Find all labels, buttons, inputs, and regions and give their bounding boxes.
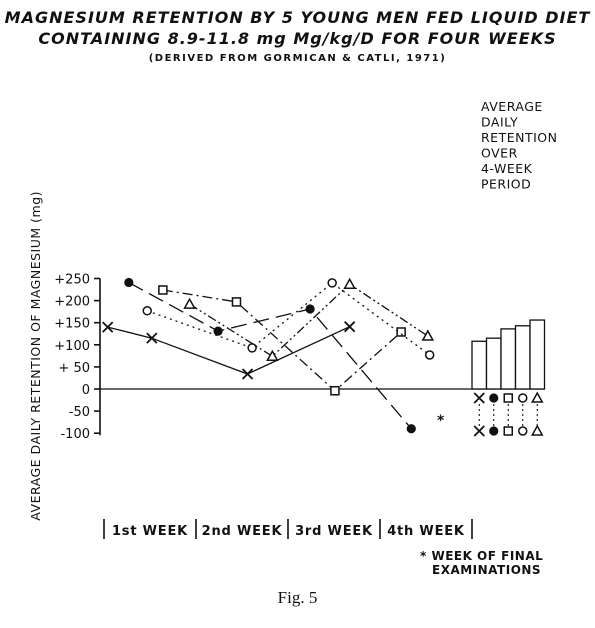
x-marker	[474, 426, 484, 436]
y-tick-label: -100	[60, 427, 90, 443]
square-marker	[159, 286, 167, 294]
axes	[54, 273, 545, 540]
filled-circle-marker	[213, 326, 222, 335]
open-circle-marker	[328, 279, 336, 287]
open-circle-marker	[519, 394, 527, 402]
bar-chart-title-line: RETENTION	[481, 130, 558, 145]
figure-caption: Fig. 5	[277, 588, 318, 607]
series-triangle	[185, 279, 433, 360]
x-marker	[103, 322, 113, 332]
y-tick-label: 0	[81, 383, 90, 398]
bar-chart-title-line: DAILY	[481, 114, 519, 130]
x-marker	[147, 333, 157, 343]
series-line-x	[108, 327, 350, 374]
open-circle-marker	[143, 307, 151, 315]
triangle-marker	[345, 279, 355, 288]
filled-circle-marker	[489, 393, 498, 402]
x-category-label: 1st WEEK	[111, 524, 189, 539]
filled-circle-marker	[489, 426, 498, 435]
y-axis-label: AVERAGE DAILY RETENTION OF MAGNESIUM (mg)	[28, 190, 43, 521]
final-exam-asterisk: *	[437, 413, 445, 430]
open-circle-marker	[519, 427, 527, 435]
chart-text	[28, 99, 557, 577]
x-marker	[243, 369, 253, 379]
open-circle-marker	[248, 344, 256, 352]
y-tick-label: +200	[54, 294, 90, 310]
y-tick-label: -50	[68, 405, 90, 421]
triangle-marker	[532, 426, 542, 435]
chart-title-line-2: CONTAINING 8.9-11.8 mg Mg/kg/D FOR FOUR WEEKS	[38, 29, 557, 48]
x-category-label: 4th WEEK	[387, 524, 465, 539]
bar-chart-title-line: 4-WEEK	[481, 161, 533, 176]
x-marker	[345, 322, 355, 332]
average-bar	[516, 326, 531, 389]
x-marker	[474, 393, 484, 403]
footnote-line-1: * WEEK OF FINAL	[420, 549, 544, 563]
filled-circle-marker	[407, 424, 416, 433]
triangle-marker	[532, 393, 542, 402]
average-bar	[472, 341, 487, 389]
y-tick-label: +100	[54, 338, 90, 354]
filled-circle-marker	[124, 278, 133, 287]
series-lines	[103, 278, 434, 434]
x-category-label: 3rd WEEK	[295, 524, 373, 539]
square-marker	[504, 394, 512, 402]
filled-circle-marker	[305, 304, 314, 313]
bar-chart-title-line: AVERAGE	[481, 99, 543, 114]
bar-chart-title-line: PERIOD	[481, 176, 532, 192]
average-bar	[501, 329, 516, 389]
triangle-marker	[267, 351, 277, 360]
chart-source-line: (DERIVED FROM GORMICAN & CATLI, 1971)	[148, 53, 447, 64]
footnote-line-2: EXAMINATIONS	[432, 563, 542, 577]
open-circle-marker	[426, 351, 434, 359]
chart-title-line-1: MAGNESIUM RETENTION BY 5 YOUNG MEN FED LIQUID DIET	[4, 8, 591, 27]
y-tick-label: +150	[54, 316, 90, 332]
square-marker	[232, 298, 240, 306]
y-tick-label: +250	[54, 272, 90, 288]
x-category-label: 2nd WEEK	[201, 524, 283, 539]
triangle-marker	[423, 331, 433, 340]
series-line-square	[163, 290, 401, 391]
triangle-marker	[185, 299, 195, 308]
bar-chart-title-line: OVER	[481, 145, 518, 161]
average-retention-bars	[472, 320, 545, 436]
series-x	[103, 322, 355, 379]
average-bar	[530, 320, 545, 389]
series-circle	[143, 279, 433, 359]
square-marker	[331, 387, 339, 395]
square-marker	[397, 328, 405, 336]
square-marker	[504, 427, 512, 435]
average-bar	[487, 338, 502, 389]
y-tick-label: + 50	[58, 360, 90, 376]
